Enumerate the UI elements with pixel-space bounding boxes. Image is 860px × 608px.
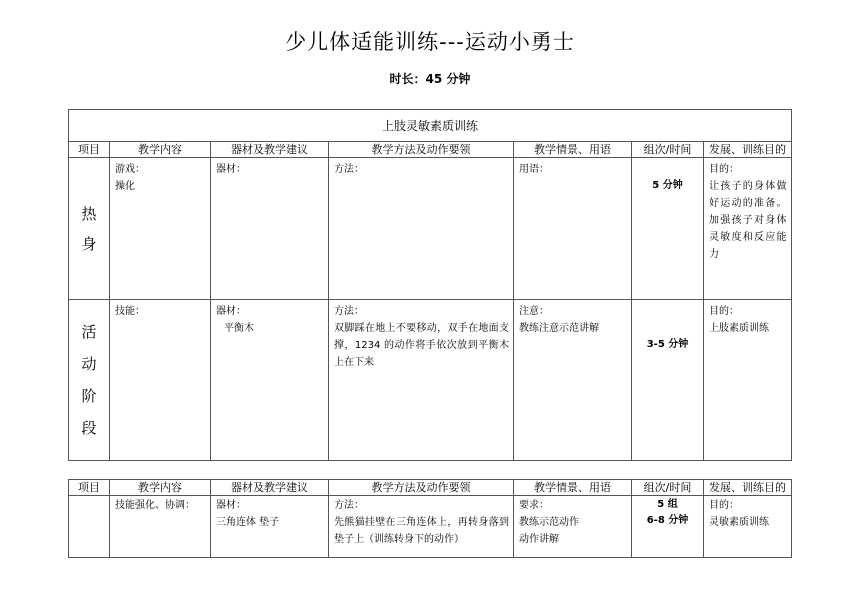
header-method: 教学方法及动作要领 — [329, 480, 514, 496]
time-text: 6-8 分钟 — [646, 515, 689, 526]
header-scenario: 教学情景、用语 — [514, 142, 632, 158]
goal-cell — [704, 158, 792, 300]
goal-text: 让孩子的身体做好运动的准备。加强孩子对身体灵敏度和反应能力 — [709, 181, 787, 260]
scenario-cell: 用语： — [514, 158, 632, 300]
project-char: 动 — [81, 355, 97, 373]
equipment-label: 器材： — [216, 306, 246, 317]
project-char: 段 — [81, 419, 97, 437]
project-char: 活 — [81, 323, 97, 341]
header-project: 项目 — [69, 480, 110, 496]
equipment-cell — [211, 300, 329, 461]
equipment-label: 器材： — [216, 500, 246, 511]
header-row — [69, 480, 792, 496]
lesson-table-1 — [68, 109, 792, 461]
header-time: 组次/时间 — [632, 480, 704, 496]
equipment-cell — [211, 496, 329, 558]
sets-text: 5 组 — [657, 499, 678, 510]
table-row-activity — [69, 300, 792, 461]
header-scenario: 教学情景、用语 — [514, 480, 632, 496]
goal-cell — [704, 496, 792, 558]
goal-cell — [704, 300, 792, 461]
scenario-text: 教练注意示范讲解 — [519, 323, 599, 334]
equipment-item: 三角连体 垫子 — [216, 517, 280, 528]
lesson-table-2 — [68, 479, 792, 558]
method-text: 先熊猫挂壁在三角连体上，再转身落到垫子上（训练转身下的动作） — [334, 517, 509, 545]
content-cell: 技能强化、协调： — [110, 496, 211, 558]
method-text: 双脚踩在地上不要移动，双手在地面支撑，1234 的动作将手依次放到平衡木上在下来 — [334, 323, 509, 368]
method-cell: 方法： — [329, 158, 514, 300]
header-content: 教学内容 — [110, 480, 211, 496]
equipment-cell: 器材： — [211, 158, 329, 300]
method-cell — [329, 496, 514, 558]
project-empty — [69, 496, 110, 558]
time-cell: 5 分钟 — [632, 158, 704, 300]
equipment-item: 平衡木 — [224, 323, 254, 334]
header-equipment: 器材及教学建议 — [211, 142, 329, 158]
scenario-label: 要求： — [519, 500, 549, 511]
project-activity — [69, 300, 110, 461]
content-line: 操化 — [115, 181, 135, 192]
table-row-skill — [69, 496, 792, 558]
content-cell — [110, 158, 211, 300]
header-goal: 发展、训练目的 — [704, 480, 792, 496]
project-char: 热 — [81, 204, 97, 223]
method-label: 方法： — [334, 306, 364, 317]
header-goal: 发展、训练目的 — [704, 142, 792, 158]
project-char: 身 — [81, 234, 97, 253]
scenario-line: 教练示范动作 — [519, 517, 579, 528]
header-project: 项目 — [69, 142, 110, 158]
scenario-cell — [514, 300, 632, 461]
header-row — [69, 142, 792, 158]
time-cell: 3-5 分钟 — [632, 300, 704, 461]
section-title: 上肢灵敏素质训练 — [69, 110, 792, 142]
time-cell — [632, 496, 704, 558]
goal-label: 目的： — [709, 164, 739, 175]
scenario-line: 动作讲解 — [519, 534, 559, 545]
method-cell — [329, 300, 514, 461]
goal-label: 目的： — [709, 500, 739, 511]
method-label: 方法： — [334, 500, 364, 511]
duration-text: 时长：45 分钟 — [389, 72, 471, 86]
page-title: 少儿体适能训练---运动小勇士 — [285, 30, 575, 54]
goal-text: 上肢素质训练 — [709, 323, 769, 334]
header-method: 教学方法及动作要领 — [329, 142, 514, 158]
header-content: 教学内容 — [110, 142, 211, 158]
scenario-cell — [514, 496, 632, 558]
project-char: 阶 — [81, 387, 97, 405]
content-cell: 技能： — [110, 300, 211, 461]
header-time: 组次/时间 — [632, 142, 704, 158]
project-warmup — [69, 158, 110, 300]
goal-label: 目的： — [709, 306, 739, 317]
scenario-label: 注意： — [519, 306, 549, 317]
table-row-warmup — [69, 158, 792, 300]
header-equipment: 器材及教学建议 — [211, 480, 329, 496]
goal-text: 灵敏素质训练 — [709, 517, 769, 528]
content-line: 游戏： — [115, 164, 145, 175]
